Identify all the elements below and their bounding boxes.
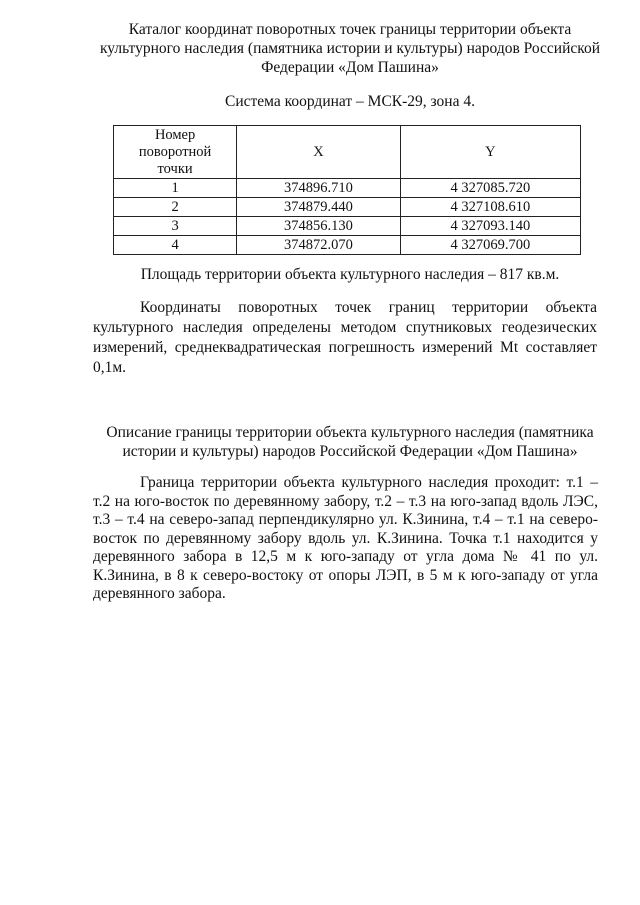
- cell-point: 1: [114, 179, 237, 198]
- cell-x: 374872.070: [237, 236, 401, 255]
- catalog-title-line-1: Каталог координат поворотных точек границы территории объекта: [128, 21, 572, 38]
- header-point-line-3: точки: [157, 160, 193, 177]
- coordinate-system: Система координат – МСК-29, зона 4.: [225, 93, 475, 110]
- cell-point: 2: [114, 198, 237, 217]
- header-point-line-2: поворотной: [138, 143, 212, 160]
- cell-x: 374879.440: [237, 198, 401, 217]
- table-row: [114, 217, 581, 236]
- cell-y: 4 327108.610: [400, 198, 580, 217]
- cell-point: 3: [114, 217, 237, 236]
- table-row: [114, 198, 581, 217]
- description-title-line-2: истории и культуры) народов Российской Федерации «Дом Пашина»: [122, 443, 578, 460]
- catalog-title-line-2: культурного наследия (памятника истории и культуры) народов Российской: [99, 40, 601, 57]
- catalog-title-line-3: Федерации «Дом Пашина»: [261, 59, 439, 76]
- header-x: X: [237, 126, 401, 179]
- catalog-title: [90, 20, 610, 77]
- coordinates-table: [113, 125, 581, 255]
- cell-y: 4 327093.140: [400, 217, 580, 236]
- accuracy-paragraph: Координаты поворотных точек границ территории объекта культурного наследия определены методом спутниковых геодезических измерений, среднеквадратическая погрешность измерений Mt составляет 0,1м.: [93, 299, 597, 376]
- table-row: [114, 236, 581, 255]
- header-point-number: [114, 126, 237, 179]
- cell-point: 4: [114, 236, 237, 255]
- description-title-line-1: Описание границы территории объекта культурного наследия (памятника: [106, 424, 594, 441]
- boundary-description-paragraph: Граница территории объекта культурного наследия проходит: т.1 – т.2 на юго-восток по деревянному забору, т.2 – т.3 на юго-запад вдоль ЛЭС, т.3 – т.4 на северо-запад перпендикулярно ул. К.Зинина, т.4 – т.1 на северо-восток по деревянному забору вдоль ул. К.Зинина. Точка т.1 находится у деревянного забора в 12,5 м к юго-западу от угла дома № 41 по ул. К.Зинина, в 8 к северо-востоку от опоры ЛЭП, в 5 м к юго-западу от угла деревянного забора.: [93, 474, 598, 602]
- cell-y: 4 327069.700: [400, 236, 580, 255]
- cell-x: 374856.130: [237, 217, 401, 236]
- table-header-row: [114, 126, 581, 179]
- cell-x: 374896.710: [237, 179, 401, 198]
- header-y: Y: [400, 126, 580, 179]
- table-row: [114, 179, 581, 198]
- header-point-line-1: Номер: [154, 126, 196, 143]
- description-title: [90, 423, 610, 461]
- cell-y: 4 327085.720: [400, 179, 580, 198]
- area-statement: Площадь территории объекта культурного наследия – 817 кв.м.: [140, 266, 560, 283]
